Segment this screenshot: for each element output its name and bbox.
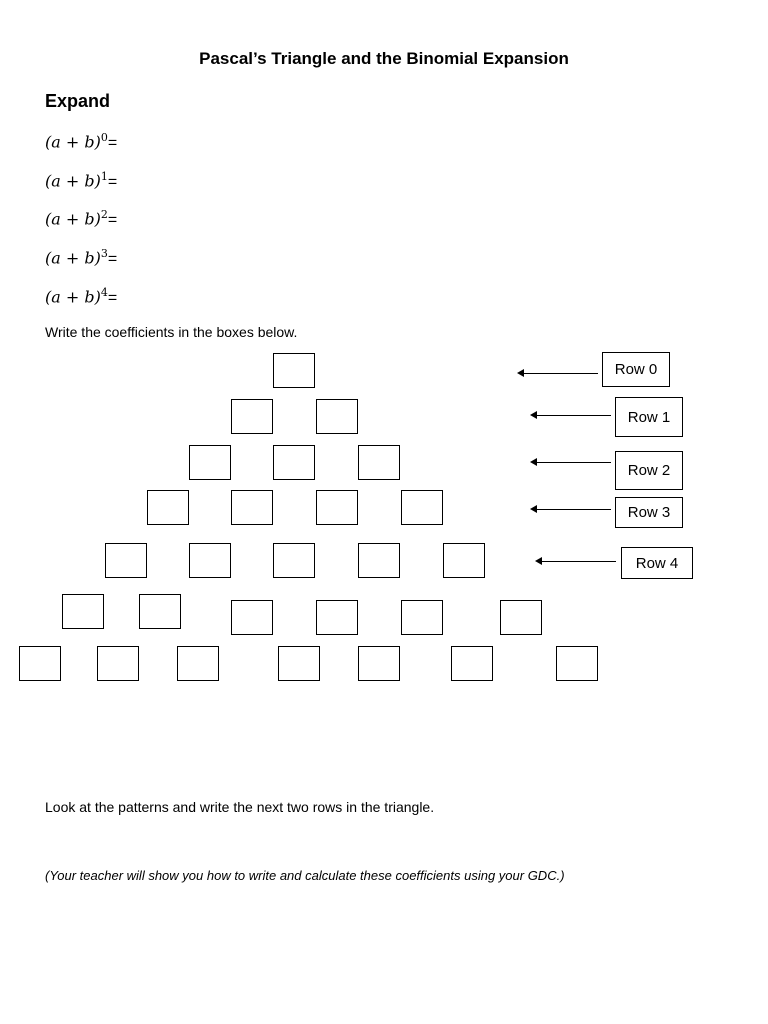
coefficient-box[interactable] <box>358 646 400 681</box>
arrow-left-icon <box>541 561 616 562</box>
equals-sign: = <box>107 173 118 191</box>
expression-exponent: 3 <box>100 247 108 260</box>
expression-base: (a + b) <box>45 171 101 191</box>
expression-row-4 <box>45 286 117 307</box>
expression-row-0 <box>45 131 117 152</box>
coefficient-box[interactable] <box>139 594 181 629</box>
page-title: Pascal’s Triangle and the Binomial Expansion <box>199 49 569 68</box>
coefficient-box[interactable] <box>278 646 320 681</box>
expression-base: (a + b) <box>45 132 101 152</box>
coefficient-box[interactable] <box>19 646 61 681</box>
coefficient-box[interactable] <box>231 490 273 525</box>
coefficient-box[interactable] <box>556 646 598 681</box>
coefficient-box[interactable] <box>273 543 315 578</box>
coefficients-instruction: Write the coefficients in the boxes below. <box>45 324 298 340</box>
expression-row-1 <box>45 170 117 191</box>
coefficient-box[interactable] <box>500 600 542 635</box>
coefficient-box[interactable] <box>401 490 443 525</box>
coefficient-box[interactable] <box>358 445 400 480</box>
coefficient-box[interactable] <box>177 646 219 681</box>
expression-exponent: 2 <box>100 208 108 221</box>
expression-exponent: 0 <box>100 131 108 144</box>
coefficient-box[interactable] <box>189 543 231 578</box>
coefficient-box[interactable] <box>273 445 315 480</box>
equals-sign: = <box>107 289 118 307</box>
coefficient-box[interactable] <box>451 646 493 681</box>
arrow-left-icon <box>536 509 611 510</box>
coefficient-box[interactable] <box>231 399 273 434</box>
coefficient-box[interactable] <box>443 543 485 578</box>
coefficient-box[interactable] <box>105 543 147 578</box>
coefficient-box[interactable] <box>358 543 400 578</box>
coefficient-box[interactable] <box>147 490 189 525</box>
arrow-left-icon <box>523 373 598 374</box>
expression-row-2 <box>45 208 117 229</box>
arrow-left-icon <box>536 462 611 463</box>
coefficient-box[interactable] <box>316 399 358 434</box>
equals-sign: = <box>107 250 118 268</box>
row-label-1: Row 1 <box>615 397 683 437</box>
arrow-left-icon <box>536 415 611 416</box>
row-label-2: Row 2 <box>615 451 683 490</box>
equals-sign: = <box>107 134 118 152</box>
coefficient-box[interactable] <box>316 490 358 525</box>
expression-base: (a + b) <box>45 248 101 268</box>
teacher-note: (Your teacher will show you how to write and calculate these coefficients using your GDC.) <box>45 868 565 883</box>
expression-base: (a + b) <box>45 209 101 229</box>
coefficient-box[interactable] <box>273 353 315 388</box>
coefficient-box[interactable] <box>316 600 358 635</box>
equals-sign: = <box>107 211 118 229</box>
next-rows-instruction: Look at the patterns and write the next two rows in the triangle. <box>45 799 435 815</box>
expression-row-3 <box>45 247 117 268</box>
coefficient-box[interactable] <box>62 594 104 629</box>
coefficient-box[interactable] <box>97 646 139 681</box>
expression-base: (a + b) <box>45 287 101 307</box>
coefficient-box[interactable] <box>401 600 443 635</box>
row-label-3: Row 3 <box>615 497 683 528</box>
row-label-0: Row 0 <box>602 352 670 387</box>
coefficient-box[interactable] <box>189 445 231 480</box>
coefficient-box[interactable] <box>231 600 273 635</box>
expression-exponent: 4 <box>100 286 108 299</box>
row-label-4: Row 4 <box>621 547 693 579</box>
expression-exponent: 1 <box>100 170 108 183</box>
expand-heading: Expand <box>45 91 111 111</box>
